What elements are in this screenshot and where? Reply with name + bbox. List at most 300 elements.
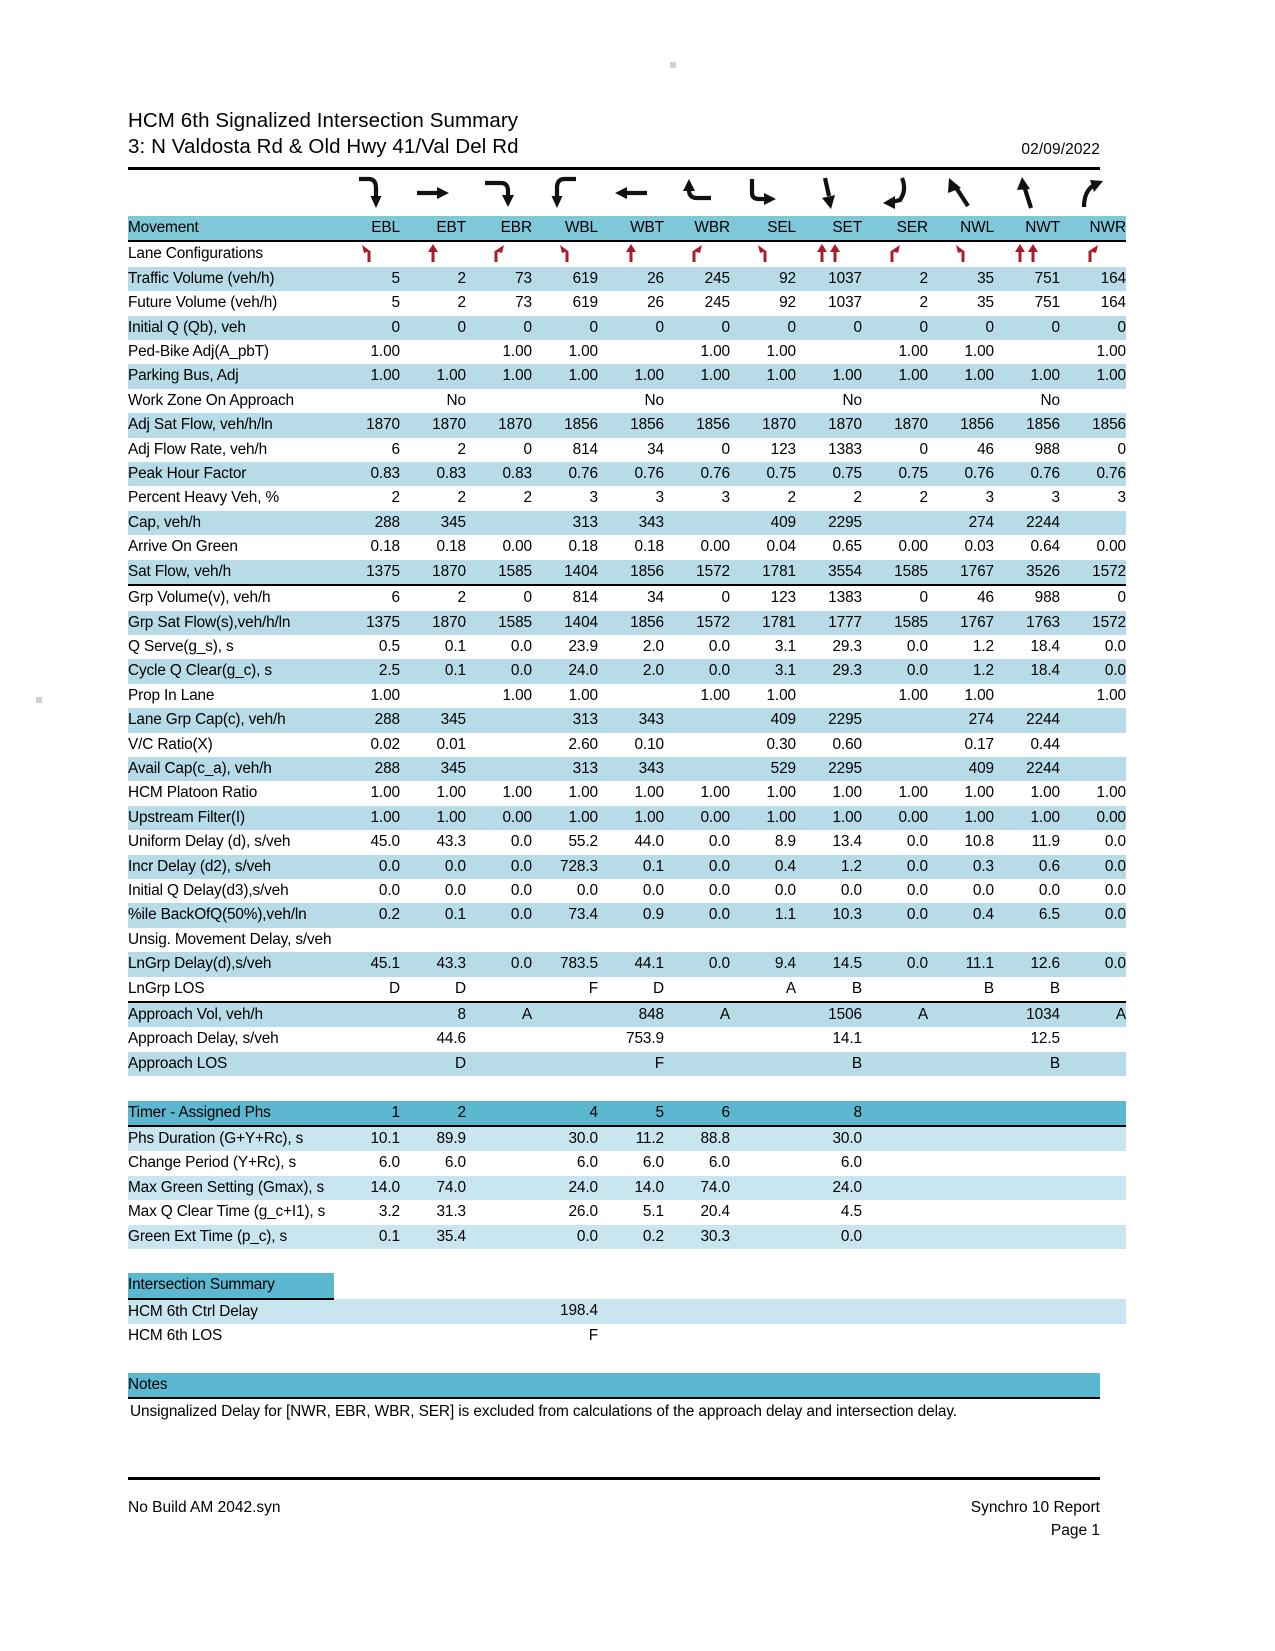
movement-row-label: Percent Heavy Veh, %	[128, 489, 279, 507]
movement-row-label: Initial Q (Qb), veh	[128, 318, 246, 336]
lanegrp-row-cell-wbl: 1404	[564, 613, 598, 631]
lanegrp-row-cell-nwt: 11.9	[1031, 833, 1060, 851]
lanegrp-row-cell-nwt: 1.00	[1030, 808, 1060, 826]
col-header-set: SET	[796, 216, 862, 241]
lanegrp-row-cell-wbl: 24.0	[568, 662, 598, 680]
movement-row-cell-wbl: 1.00	[568, 343, 598, 361]
movement-row-cell-ser: 2	[919, 294, 928, 312]
timer-row-cell-nwt	[994, 1151, 1060, 1175]
timer-row-cell-ebl: 3.2	[378, 1203, 400, 1221]
table-row	[128, 340, 1126, 364]
timer-row-cell-set: 24.0	[832, 1178, 862, 1196]
approach-row-cell-ebr	[466, 1027, 532, 1051]
movement-row-cell-ebt: 1870	[400, 560, 466, 585]
movement-row-label: Work Zone On Approach	[128, 391, 294, 409]
table-row	[128, 1101, 1126, 1126]
movement-row-cell-wbl: 0.18	[568, 538, 598, 556]
lanegrp-row-cell-sel: 529	[770, 759, 796, 777]
movement-row-cell-wbt: 3	[655, 489, 664, 507]
approach-row-label: Approach Vol, veh/h	[128, 1006, 263, 1023]
movement-row-label: Adj Flow Rate, veh/h	[128, 440, 268, 458]
timer-row-cell-sel	[730, 1126, 796, 1151]
col-header-wbr: WBR	[664, 216, 730, 241]
timer-row-cell-nwl	[928, 1176, 994, 1200]
approach-row-cell-nwr	[1060, 1027, 1126, 1051]
approach-row-label: Approach LOS	[128, 1054, 228, 1072]
lanegrp-row-cell-ebl: 6	[391, 589, 400, 607]
lanegrp-row-cell-nwl: 0.3	[972, 857, 994, 875]
lanegrp-row-cell-nwr: 1.00	[1096, 686, 1126, 704]
table-row	[128, 535, 1126, 559]
lanegrp-row-label: Cycle Q Clear(g_c), s	[128, 662, 272, 680]
intersection-summary-row-cell-nwr	[1060, 1299, 1126, 1324]
lane-configurations-row	[128, 241, 1126, 266]
movement-row-cell-wbl: 1404	[532, 560, 598, 585]
table-row	[128, 928, 1126, 952]
arrow-up-left-icon	[928, 170, 994, 216]
lanegrp-row-cell-nwt: 988	[1034, 589, 1060, 607]
lanegrp-row-cell-ser	[862, 733, 928, 757]
lanegrp-row-cell-wbt: D	[598, 977, 664, 1002]
lanegrp-row-cell-sel: 0.30	[766, 735, 796, 753]
timer-header-cell-ser	[862, 1101, 928, 1126]
lanegrp-row-cell-nwt: 18.4	[1030, 637, 1060, 655]
intersection-summary-row-label: HCM 6th LOS	[128, 1327, 223, 1345]
timer-body	[128, 1076, 1126, 1249]
movement-row-cell-ebr: 73	[515, 269, 532, 287]
lanegrp-row-cell-ser: 0.0	[906, 955, 928, 973]
table-row	[128, 316, 1126, 340]
lanegrp-row-cell-ebr	[466, 928, 532, 952]
lanegrp-row-cell-wbr: 0.0	[708, 906, 730, 924]
lanegrp-row-cell-nwr: 0.0	[1104, 881, 1126, 899]
movement-row-cell-set: 1037	[828, 294, 862, 312]
table-row	[128, 1003, 1126, 1027]
movement-row-cell-nwl: 0.03	[964, 538, 994, 556]
movement-row-cell-ser: 1.00	[898, 367, 928, 385]
timer-header-cell-wbt: 5	[598, 1101, 664, 1126]
notes-header-row	[128, 1373, 1100, 1398]
movement-row-cell-nwl	[928, 389, 994, 413]
timer-row-cell-ebr	[466, 1126, 532, 1151]
lanegrp-row-cell-wbt	[598, 928, 664, 952]
timer-row-cell-ebl: 6.0	[378, 1154, 400, 1172]
lanegrp-row-cell-ebt: 43.3	[436, 833, 466, 851]
col-header-ebr: EBR	[466, 216, 532, 241]
movement-row-cell-ebr	[466, 511, 532, 535]
lanegrp-row-cell-nwt: 12.6	[1030, 955, 1060, 973]
lanegrp-row-cell-ebl: 1.00	[370, 784, 400, 802]
approach-row-cell-sel	[730, 1003, 796, 1027]
timer-row-cell-ser	[862, 1126, 928, 1151]
lanegrp-row-cell-set: 13.4	[832, 833, 862, 851]
timer-header-cell-ebt: 2	[400, 1101, 466, 1126]
intersection-summary-row-cell-ebt	[400, 1324, 466, 1348]
timer-row-cell-nwt	[994, 1225, 1060, 1249]
movement-row-cell-wbt: 34	[647, 440, 664, 458]
movement-row-cell-wbl: 619	[572, 294, 598, 312]
lanegrp-row-cell-set	[796, 684, 862, 708]
movement-row-cell-ebt: No	[446, 391, 466, 409]
lanegrp-row-cell-ser: 0	[919, 589, 928, 607]
intersection-summary-row-cell-ebl	[334, 1299, 400, 1324]
approach-row-cell-nwl	[928, 1027, 994, 1051]
notes-body	[128, 1349, 1100, 1399]
timer-header-cell-nwt	[994, 1101, 1060, 1126]
lanegrp-row-cell-sel: 0.0	[774, 881, 796, 899]
approach-row-cell-ebt: 8	[457, 1006, 466, 1023]
movement-row-cell-ebt: 0.83	[436, 465, 466, 483]
movement-row-cell-ebr: 0	[523, 440, 532, 458]
lanegrp-row-cell-wbl: 783.5	[559, 955, 598, 973]
lanegrp-row-cell-wbl: 313	[572, 711, 598, 729]
lanegrp-row-cell-nwl: 1.00	[964, 686, 994, 704]
timer-row-cell-nwl	[928, 1225, 994, 1249]
intersection-summary-row-cell-wbr	[664, 1299, 730, 1324]
movement-row-cell-nwt: 751	[1034, 294, 1060, 312]
lanegrp-row-cell-nwt	[994, 928, 1060, 952]
movement-row-cell-ser	[862, 511, 928, 535]
intersection-summary-row-cell-wbr	[664, 1324, 730, 1348]
approach-row-cell-nwt: B	[1049, 1054, 1060, 1072]
approach-row-cell-wbl	[532, 1027, 598, 1051]
timer-row-cell-nwr	[1060, 1225, 1126, 1249]
lanegrp-row-cell-ebt: 1.00	[436, 808, 466, 826]
lanegrp-row-cell-nwl: 1.2	[972, 662, 994, 680]
table-row	[128, 903, 1126, 927]
lanegrp-row-cell-ebt: 0.0	[444, 881, 466, 899]
movement-row-cell-nwl: 3	[985, 489, 994, 507]
movement-row-cell-wbt: 26	[647, 269, 664, 287]
movement-row-cell-ebl	[334, 389, 400, 413]
movement-row-cell-ebl: 1.00	[370, 367, 400, 385]
timer-row-cell-sel	[730, 1225, 796, 1249]
movement-row-cell-sel: 0	[787, 318, 796, 336]
movement-row-cell-nwl: 46	[977, 440, 994, 458]
lanegrp-row-cell-ebl: 0.2	[378, 906, 400, 924]
table-row	[128, 781, 1126, 805]
timer-row-cell-nwl	[928, 1151, 994, 1175]
lanegrp-row-cell-nwr: 0.0	[1104, 662, 1126, 680]
lanegrp-row-cell-wbl: 23.9	[568, 637, 598, 655]
lanegrp-row-cell-wbr: 1572	[696, 613, 730, 631]
lanegrp-row-cell-ebl: 0.0	[378, 857, 400, 875]
lanegrp-row-cell-sel: 123	[770, 589, 796, 607]
movement-row-cell-set: 1870	[828, 416, 862, 434]
movement-row-cell-wbr: 0	[721, 440, 730, 458]
lanegrp-row-cell-wbt: 1.00	[634, 784, 664, 802]
lanegrp-row-cell-nwl: 1767	[960, 613, 994, 631]
lanegrp-row-cell-ser: 0.0	[906, 637, 928, 655]
movement-row-cell-ebr: 1870	[498, 416, 532, 434]
movement-row-cell-wbt	[598, 340, 664, 364]
movement-row-cell-wbr: 245	[704, 269, 730, 287]
lanegrp-row-cell-nwr	[1060, 977, 1126, 1002]
intersection-name: 3: N Valdosta Rd & Old Hwy 41/Val Del Rd	[128, 135, 519, 158]
timer-table	[128, 1076, 1126, 1249]
lanegrp-row-cell-wbr	[664, 928, 730, 952]
lanegrp-row-cell-sel: 1.00	[766, 808, 796, 826]
lanegrp-row-cell-ser: 1.00	[898, 784, 928, 802]
intersection-summary-row-cell-set	[796, 1324, 862, 1348]
table-row	[128, 733, 1126, 757]
lanegrp-row-cell-wbr: 1.00	[700, 686, 730, 704]
lanegrp-row-cell-ebr: 1585	[498, 613, 532, 631]
row-label: Lane Configurations	[128, 245, 263, 263]
lanegrp-row-label: HCM Platoon Ratio	[128, 784, 258, 802]
timer-row-cell-ebr	[466, 1151, 532, 1175]
movement-row-cell-ebl: 288	[374, 513, 400, 531]
lanegrp-row-cell-wbt: 1856	[630, 613, 664, 631]
movement-row-cell-wbr: 0.76	[700, 465, 730, 483]
timer-row-cell-sel	[730, 1176, 796, 1200]
lanegrp-row-cell-sel: 409	[770, 711, 796, 729]
lanegrp-row-cell-ebl: 1375	[366, 613, 400, 631]
lanegrp-row-cell-wbt: 0.9	[642, 906, 664, 924]
intersection-summary-row-cell-ser	[862, 1299, 928, 1324]
lanegrp-row-cell-nwl: 0.4	[972, 906, 994, 924]
movement-row-cell-wbl: 1.00	[568, 367, 598, 385]
lane-config-wbr-right-turn-arrow-icon	[664, 241, 730, 266]
lanegrp-row-cell-wbl	[532, 928, 598, 952]
arrow-down-icon	[796, 170, 862, 216]
movement-row-cell-wbl: 0	[589, 318, 598, 336]
lanegrp-row-cell-sel: 3.1	[774, 637, 796, 655]
movement-row-cell-ebl: 5	[391, 269, 400, 287]
timer-row-cell-set: 0.0	[840, 1227, 862, 1245]
movement-row-cell-sel: 1.00	[766, 367, 796, 385]
approach-row-cell-wbr: A	[719, 1006, 730, 1023]
lanegrp-row-cell-sel: 8.9	[774, 833, 796, 851]
lanegrp-row-cell-nwt: 6.5	[1038, 906, 1060, 924]
lane-config-nwt-double-through-arrow-icon	[994, 241, 1060, 266]
lanegrp-row-cell-wbr: 0.0	[708, 955, 730, 973]
movement-row-cell-nwt: 1.00	[1030, 367, 1060, 385]
lanegrp-row-cell-set: B	[796, 977, 862, 1002]
timer-row-cell-ser	[862, 1151, 928, 1175]
timer-row-cell-wbr: 20.4	[700, 1203, 730, 1221]
table-row	[128, 364, 1126, 388]
approach-row-cell-nwl	[928, 1052, 994, 1076]
table-row	[128, 291, 1126, 315]
intersection-summary-row-cell-set	[796, 1299, 862, 1324]
arrow-left-turn-icon	[532, 170, 598, 216]
lanegrp-row-cell-ebl: 1.00	[370, 686, 400, 704]
lanegrp-row-label: Uniform Delay (d), s/veh	[128, 833, 291, 851]
movement-row-cell-ser: 0.75	[898, 465, 928, 483]
lanegrp-row-cell-nwr: 1572	[1092, 613, 1126, 631]
table-row	[128, 438, 1126, 462]
lanegrp-row-cell-sel: 3.1	[774, 662, 796, 680]
col-header-sel: SEL	[730, 216, 796, 241]
lanegrp-row-cell-set: 10.3	[832, 906, 862, 924]
timer-header-cell-wbr: 6	[664, 1101, 730, 1126]
intersection-summary-row-cell-nwl	[928, 1299, 994, 1324]
lanegrp-row-label: Incr Delay (d2), s/veh	[128, 857, 271, 875]
movement-row-cell-ser: 0.00	[898, 538, 928, 556]
lanegrp-row-cell-ebt: 1870	[432, 613, 466, 631]
lane-config-sel-left-turn-arrow-icon	[730, 241, 796, 266]
movement-row-cell-nwr: 1856	[1092, 416, 1126, 434]
timer-row-cell-wbr: 30.3	[700, 1227, 730, 1245]
lanegrp-row-cell-set: 1.00	[832, 784, 862, 802]
lanegrp-row-cell-sel: 1.00	[766, 784, 796, 802]
arrow-up-icon	[994, 170, 1060, 216]
lanegrp-row-cell-wbr: 1.00	[700, 784, 730, 802]
lanegrp-row-label: %ile BackOfQ(50%),veh/ln	[128, 906, 307, 924]
movement-row-cell-wbl: 3	[589, 489, 598, 507]
lanegrp-row-cell-ebr	[466, 733, 532, 757]
movement-row-cell-nwr: 1572	[1060, 560, 1126, 585]
timer-row-cell-ebt: 6.0	[444, 1154, 466, 1172]
lanegrp-row-cell-wbt: 34	[647, 589, 664, 607]
table-row	[128, 977, 1126, 1002]
col-header-nwr: NWR	[1060, 216, 1126, 241]
intersection-summary-row-cell-ebr	[466, 1299, 532, 1324]
movement-row-cell-wbr: 1.00	[700, 343, 730, 361]
lanegrp-row-cell-wbt: 343	[638, 759, 664, 777]
lanegrp-row-cell-wbl: 0.0	[576, 881, 598, 899]
timer-row-cell-nwr	[1060, 1200, 1126, 1224]
table-row	[128, 511, 1126, 535]
lanegrp-row-cell-wbl: F	[532, 977, 598, 1002]
movement-row-cell-nwr: 1.00	[1096, 367, 1126, 385]
movement-row-cell-ebl: 0	[391, 318, 400, 336]
movement-row-cell-nwt: 988	[1034, 440, 1060, 458]
approach-row-cell-ebr	[466, 1052, 532, 1076]
movement-row-cell-nwl: 35	[977, 294, 994, 312]
approach-row-cell-wbr	[664, 1052, 730, 1076]
movement-row-cell-wbt: 343	[638, 513, 664, 531]
movement-row-cell-nwl: 1767	[928, 560, 994, 585]
movement-row-label: Sat Flow, veh/h	[128, 560, 334, 585]
lanegrp-row-label: LnGrp LOS	[128, 977, 334, 1002]
table-row	[128, 560, 1126, 585]
lanegrp-row-cell-nwl: 1.00	[964, 784, 994, 802]
table-row	[128, 586, 1126, 610]
table-row	[128, 855, 1126, 879]
movement-row-cell-ser: 2	[919, 489, 928, 507]
intersection-summary-row-cell-wbl: 198.4	[559, 1302, 598, 1320]
lanegrp-row-cell-wbr: 0.00	[700, 808, 730, 826]
movement-row-cell-set: 0	[853, 318, 862, 336]
table-row	[128, 1273, 1126, 1298]
approach-row-cell-sel	[730, 1027, 796, 1051]
table-row	[128, 659, 1126, 683]
lane-config-nwr-right-turn-arrow-icon	[1060, 241, 1126, 266]
lanegrp-row-cell-nwr	[1060, 757, 1126, 781]
lanegrp-row-cell-nwl: B	[928, 977, 994, 1002]
table-row	[128, 413, 1126, 437]
footer-divider	[128, 1477, 1100, 1480]
approach-row-cell-set: B	[851, 1054, 862, 1072]
timer-row-label: Phs Duration (G+Y+Rc), s	[128, 1130, 304, 1148]
table-body	[128, 216, 1126, 267]
movement-row-label: Arrive On Green	[128, 538, 238, 556]
lanegrp-row-cell-nwt: 0.0	[1038, 881, 1060, 899]
timer-row-cell-ebr	[466, 1225, 532, 1249]
movement-row-cell-set: 1037	[828, 269, 862, 287]
movement-row-cell-nwr: 164	[1100, 294, 1126, 312]
lanegrp-row-cell-nwl: 274	[968, 711, 994, 729]
lanegrp-row-cell-nwl: 0.0	[972, 881, 994, 899]
lanegrp-row-cell-nwr: 0	[1117, 589, 1126, 607]
movement-row-cell-nwt: 2244	[1026, 513, 1060, 531]
lanegrp-row-cell-ebr: 0.0	[510, 662, 532, 680]
lanegrp-row-cell-wbt	[598, 684, 664, 708]
movement-row-cell-nwr: 0	[1117, 440, 1126, 458]
approach-row-cell-set: 1506	[828, 1006, 862, 1023]
lanegrp-row-cell-set: 2295	[828, 759, 862, 777]
lanegrp-row-cell-ebl: D	[334, 977, 400, 1002]
timer-row-label: Change Period (Y+Rc), s	[128, 1154, 297, 1172]
lanegrp-row-cell-ebt: 1.00	[436, 784, 466, 802]
lanegrp-row-cell-ebl: 45.0	[370, 833, 400, 851]
intersection-summary-row-cell-wbl: F	[588, 1327, 598, 1345]
lanegrp-row-cell-nwt: B	[994, 977, 1060, 1002]
lanegrp-row-cell-nwt: 2244	[1026, 759, 1060, 777]
movement-row-cell-sel: 92	[779, 294, 796, 312]
lanegrp-row-cell-wbl: 73.4	[568, 906, 598, 924]
lanegrp-row-cell-ebl: 45.1	[370, 955, 400, 973]
timer-row-cell-ebl: 0.1	[378, 1227, 400, 1245]
approach-row-cell-nwt: 1034	[1026, 1006, 1060, 1023]
timer-row-cell-wbt: 14.0	[634, 1178, 664, 1196]
lanegrp-row-cell-ebl: 0.0	[378, 881, 400, 899]
movement-row-cell-ebl: 1375	[334, 560, 400, 585]
lanegrp-row-cell-nwl: 11.1	[965, 955, 994, 973]
arrow-down-left-turn-icon	[862, 170, 928, 216]
lanegrp-row-cell-wbr: 0	[721, 589, 730, 607]
table-row	[128, 1200, 1126, 1224]
lanegrp-row-cell-ebt: 345	[440, 759, 466, 777]
approach-row-cell-ser	[862, 1027, 928, 1051]
timer-row-cell-nwr	[1060, 1151, 1126, 1175]
lanegrp-row-cell-set: 1.2	[840, 857, 862, 875]
table-row	[128, 830, 1126, 854]
movement-row-label: Cap, veh/h	[128, 513, 201, 531]
movement-row-cell-nwl: 0	[985, 318, 994, 336]
timer-row-cell-ebl: 14.0	[370, 1178, 400, 1196]
lanegrp-row-cell-wbt: 343	[638, 711, 664, 729]
timer-row-cell-sel	[730, 1151, 796, 1175]
timer-row-cell-wbr: 88.8	[700, 1130, 730, 1148]
movement-row-cell-ebt: 2	[457, 440, 466, 458]
timer-row-cell-nwl	[928, 1200, 994, 1224]
movement-row-cell-sel: 92	[779, 269, 796, 287]
lanegrp-row-cell-set	[796, 928, 862, 952]
lanegrp-row-cell-wbl: 2.60	[568, 735, 598, 753]
movement-row-cell-ebl: 1.00	[370, 343, 400, 361]
lanegrp-row-cell-ebt: 2	[457, 589, 466, 607]
arrow-left-diagonal-turn-icon	[334, 170, 400, 216]
section-spacer	[128, 1076, 1126, 1100]
lane-config-set-double-through-arrow-icon	[796, 241, 862, 266]
spacer-cell	[128, 1349, 1100, 1373]
timer-row-cell-wbl: 30.0	[568, 1130, 598, 1148]
hcm-lane-group-table	[128, 586, 1126, 1003]
movement-row-cell-nwt: 1856	[1026, 416, 1060, 434]
timer-row-cell-nwt	[994, 1200, 1060, 1224]
timer-row-cell-ebt: 74.0	[436, 1178, 466, 1196]
timer-header-cell-set: 8	[796, 1101, 862, 1126]
movement-row-cell-nwr	[1060, 511, 1126, 535]
movement-row-cell-ebr: 1.00	[502, 367, 532, 385]
movement-row-cell-sel: 1781	[730, 560, 796, 585]
movement-row-cell-nwt: 3	[1051, 489, 1060, 507]
intersection-summary-row-cell-wbt	[598, 1324, 664, 1348]
movement-row-cell-nwt	[994, 340, 1060, 364]
